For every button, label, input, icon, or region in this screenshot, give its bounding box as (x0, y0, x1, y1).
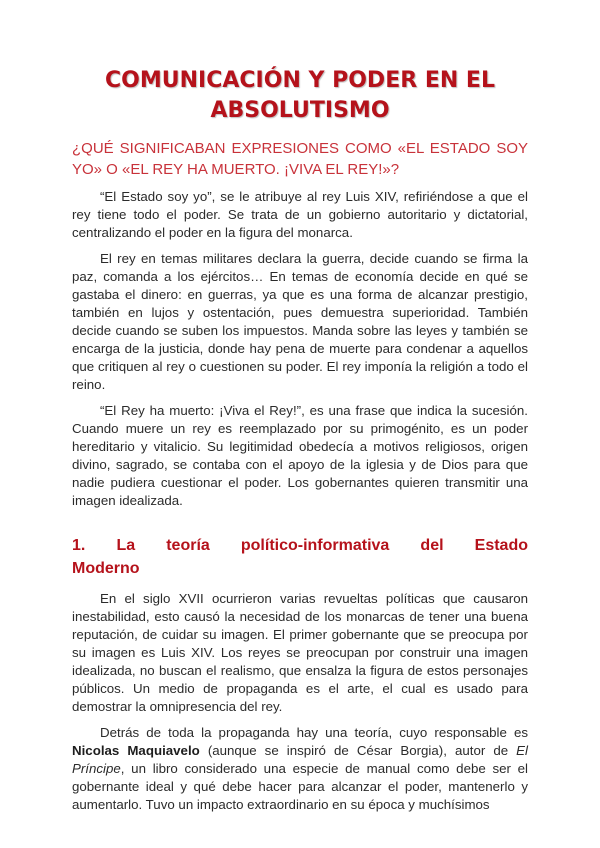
paragraph-estado-soy-yo: “El Estado soy yo”, se le atribuye al rey Luis XIV, refiriéndose a que el rey tiene todo el poder. Se trata de un gobierno autoritario y dictatorial, centralizando el poder en la figura del monarca. (72, 189, 528, 240)
section-heading: 1. La teoría político-informativa del Estado Moderno (72, 537, 528, 577)
paragraph-siglo-xvii: En el siglo XVII ocurrieron varias revueltas políticas que causaron inestabilidad, esto causó la necesidad de los monarcas de tener una buena reputación, de cuidar su imagen. El primer gobernante que se preocupa por su imagen es Luis XIV. Los reyes se preocupan por construir una imagen idealizada, no buscan el realismo, que ensalza la figura de estos personajes públicos. Un medio de propaganda es el arte, el cual es usado para demostrar la omnipresencia del rey. (72, 591, 528, 714)
document-subtitle: ¿QUÉ SIGNIFICABAN EXPRESIONES COMO «EL ESTADO SOY YO» O «EL REY HA MUERTO. ¡VIVA EL REY!»? (72, 140, 528, 178)
paragraph-maquiavelo-text-3: , un libro considerado una especie de manual como debe ser el gobernante ideal y qué debe hacer para alcanzar el poder, mantenerlo y aumentarlo. Tuvo un impacto extraordinario en su época y muchísimos (72, 761, 528, 812)
book-title-el-principe: El Príncipe (72, 743, 528, 776)
document-title: COMUNICACIÓN Y PODER EN EL ABSOLUTISMO (105, 68, 495, 123)
paragraph-el-rey-ha-muerto: “El Rey ha muerto: ¡Viva el Rey!”, es una frase que indica la sucesión. Cuando muere un rey es reemplazado por su primogénito, es un poder hereditario y vitalicio. Su legitimidad obedecía a motivos religiosos, origen divino, sagrado, se contaba con el apoyo de la iglesia y de Dios para que nadie pudiera cuestionar el poder. Los gobernantes quieren transmitir una imagen idealizada. (72, 403, 528, 508)
paragraph-maquiavelo (72, 724, 528, 814)
paragraph-maquiavelo-text-1: Detrás de toda la propaganda hay una teoría, cuyo responsable es (100, 725, 528, 740)
paragraph-maquiavelo-text-2: (aunque se inspiró de César Borgia), autor de (199, 743, 517, 758)
paragraph-poderes-del-rey: El rey en temas militares declara la guerra, decide cuando se firma la paz, comanda a los ejércitos… En temas de economía decide en qué se gastaba el dinero: en guerras, ya que es una forma de alcanzar prestigio, también en lujos y ostentación, pues demuestra superioridad. También decide cuando se suben los impuestos. Manda sobre las leyes y también se encarga de la justicia, donde hay pena de muerte para condenar a aquellos que critiquen al rey o cuestionen su poder. El rey imponía la religión a todo el reino. (72, 251, 528, 392)
maquiavelo-name: Nicolas Maquiavelo (72, 743, 200, 758)
